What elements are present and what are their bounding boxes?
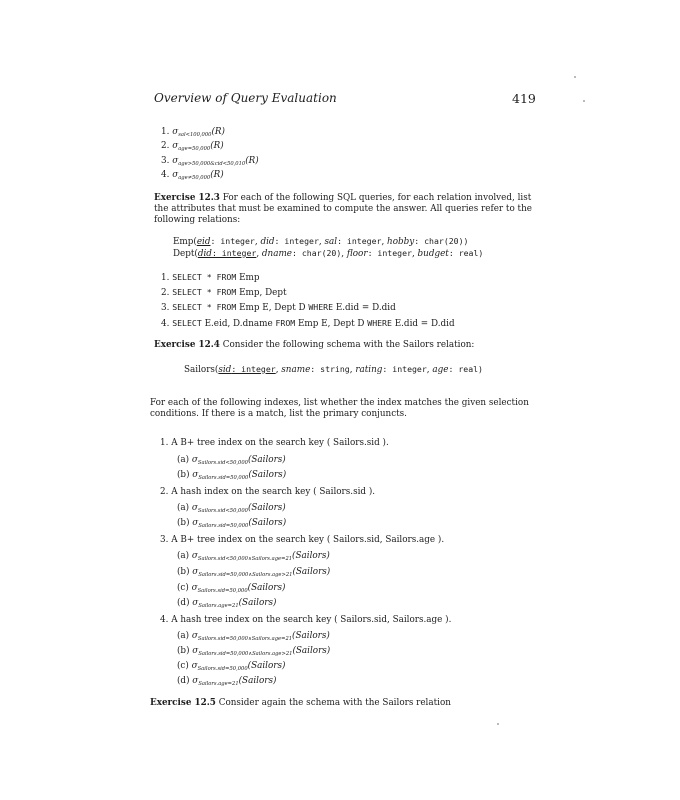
exercise-text: Consider again the schema with the Sailors relation	[218, 698, 451, 708]
emp-schema: Emp(eid: integer, did: integer, sal: integer, hobby: char(20))	[173, 236, 469, 247]
condition-item: (b) $\sigma_{Sailors.sid=50,000}(Sailors)$	[177, 470, 287, 481]
list-item: 4. $\sigma_{age\ne 50,000}(R)$	[161, 170, 224, 181]
scan-speck	[583, 100, 585, 102]
index-item: 1. A B+ tree index on the search key ( Sailors.sid ).	[160, 438, 389, 448]
list-item: 4. SELECT E.eid, D.dname FROM Emp E, Dept D WHERE E.did = D.did	[161, 318, 455, 329]
condition-item: (c) $\sigma_{Sailors.sid=50,000}(Sailors)$	[177, 661, 286, 672]
scan-speck	[574, 76, 576, 78]
page-number: 419	[512, 91, 536, 106]
condition-item: (b) $\sigma_{Sailors.sid=50,000\wedge Sailors.age>21}(Sailors)$	[177, 646, 331, 657]
list-item: 1. SELECT * FROM Emp	[161, 272, 260, 283]
index-intro: For each of the following indexes, list whether the index matches the given selection conditions. If there is a match, list the primary conjuncts.	[150, 398, 529, 419]
dept-schema: Dept(did: integer, dname: char(20), floor: integer, budget: real)	[173, 248, 484, 259]
list-item: 3. $\sigma_{age>50,000\&cid<50,010}(R)$	[161, 156, 259, 167]
condition-item: (d) $\sigma_{Sailors.age=21}(Sailors)$	[177, 676, 277, 687]
condition-item: (a) $\sigma_{Sailors.sid<50,000}(Sailors)$	[177, 503, 286, 514]
exercise-label: Exercise 12.5	[150, 698, 216, 708]
exercise-12-3	[154, 193, 534, 226]
scan-speck	[497, 723, 499, 725]
condition-item: (a) $\sigma_{Sailors.sid<50,000\wedge Sailors.age=21}(Sailors)$	[177, 551, 330, 562]
condition-item: (b) $\sigma_{Sailors.sid=50,000\wedge Sailors.age>21}(Sailors)$	[177, 567, 331, 578]
list-item: 1. $\sigma_{sal<100,000}(R)$	[161, 127, 225, 138]
running-header: Overview of Query Evaluation	[154, 91, 337, 105]
list-item: 3. SELECT * FROM Emp E, Dept D WHERE E.did = D.did	[161, 302, 396, 313]
condition-item: (b) $\sigma_{Sailors.sid=50,000}(Sailors)$	[177, 518, 287, 529]
condition-item: (a) $\sigma_{Sailors.sid<50,000}(Sailors)$	[177, 455, 286, 466]
index-item: 2. A hash index on the search key ( Sailors.sid ).	[160, 487, 376, 497]
exercise-text: Consider the following schema with the Sailors relation:	[222, 340, 475, 350]
exercise-12-5	[150, 698, 451, 709]
exercise-12-4	[154, 340, 474, 351]
condition-item: (d) $\sigma_{Sailors.age=21}(Sailors)$	[177, 598, 277, 609]
index-item: 4. A hash tree index on the search key ( Sailors.sid, Sailors.age ).	[160, 615, 452, 625]
list-item: 2. SELECT * FROM Emp, Dept	[161, 287, 287, 298]
index-item: 3. A B+ tree index on the search key ( Sailors.sid, Sailors.age ).	[160, 535, 445, 545]
list-item: 2. $\sigma_{age=50,000}(R)$	[161, 141, 224, 152]
exercise-text: For each of the following SQL queries, for each relation involved, list the attributes that must be examined to compute the answer. All queries refer to the following relations:	[154, 193, 532, 225]
condition-item: (a) $\sigma_{Sailors.sid=50,000\wedge Sailors.age=21}(Sailors)$	[177, 631, 330, 642]
condition-item: (c) $\sigma_{Sailors.sid=50,000}(Sailors)$	[177, 583, 286, 594]
exercise-label: Exercise 12.3	[154, 193, 220, 203]
exercise-label: Exercise 12.4	[154, 340, 220, 350]
sailors-schema: Sailors(sid: integer, sname: string, rating: integer, age: real)	[184, 364, 483, 375]
